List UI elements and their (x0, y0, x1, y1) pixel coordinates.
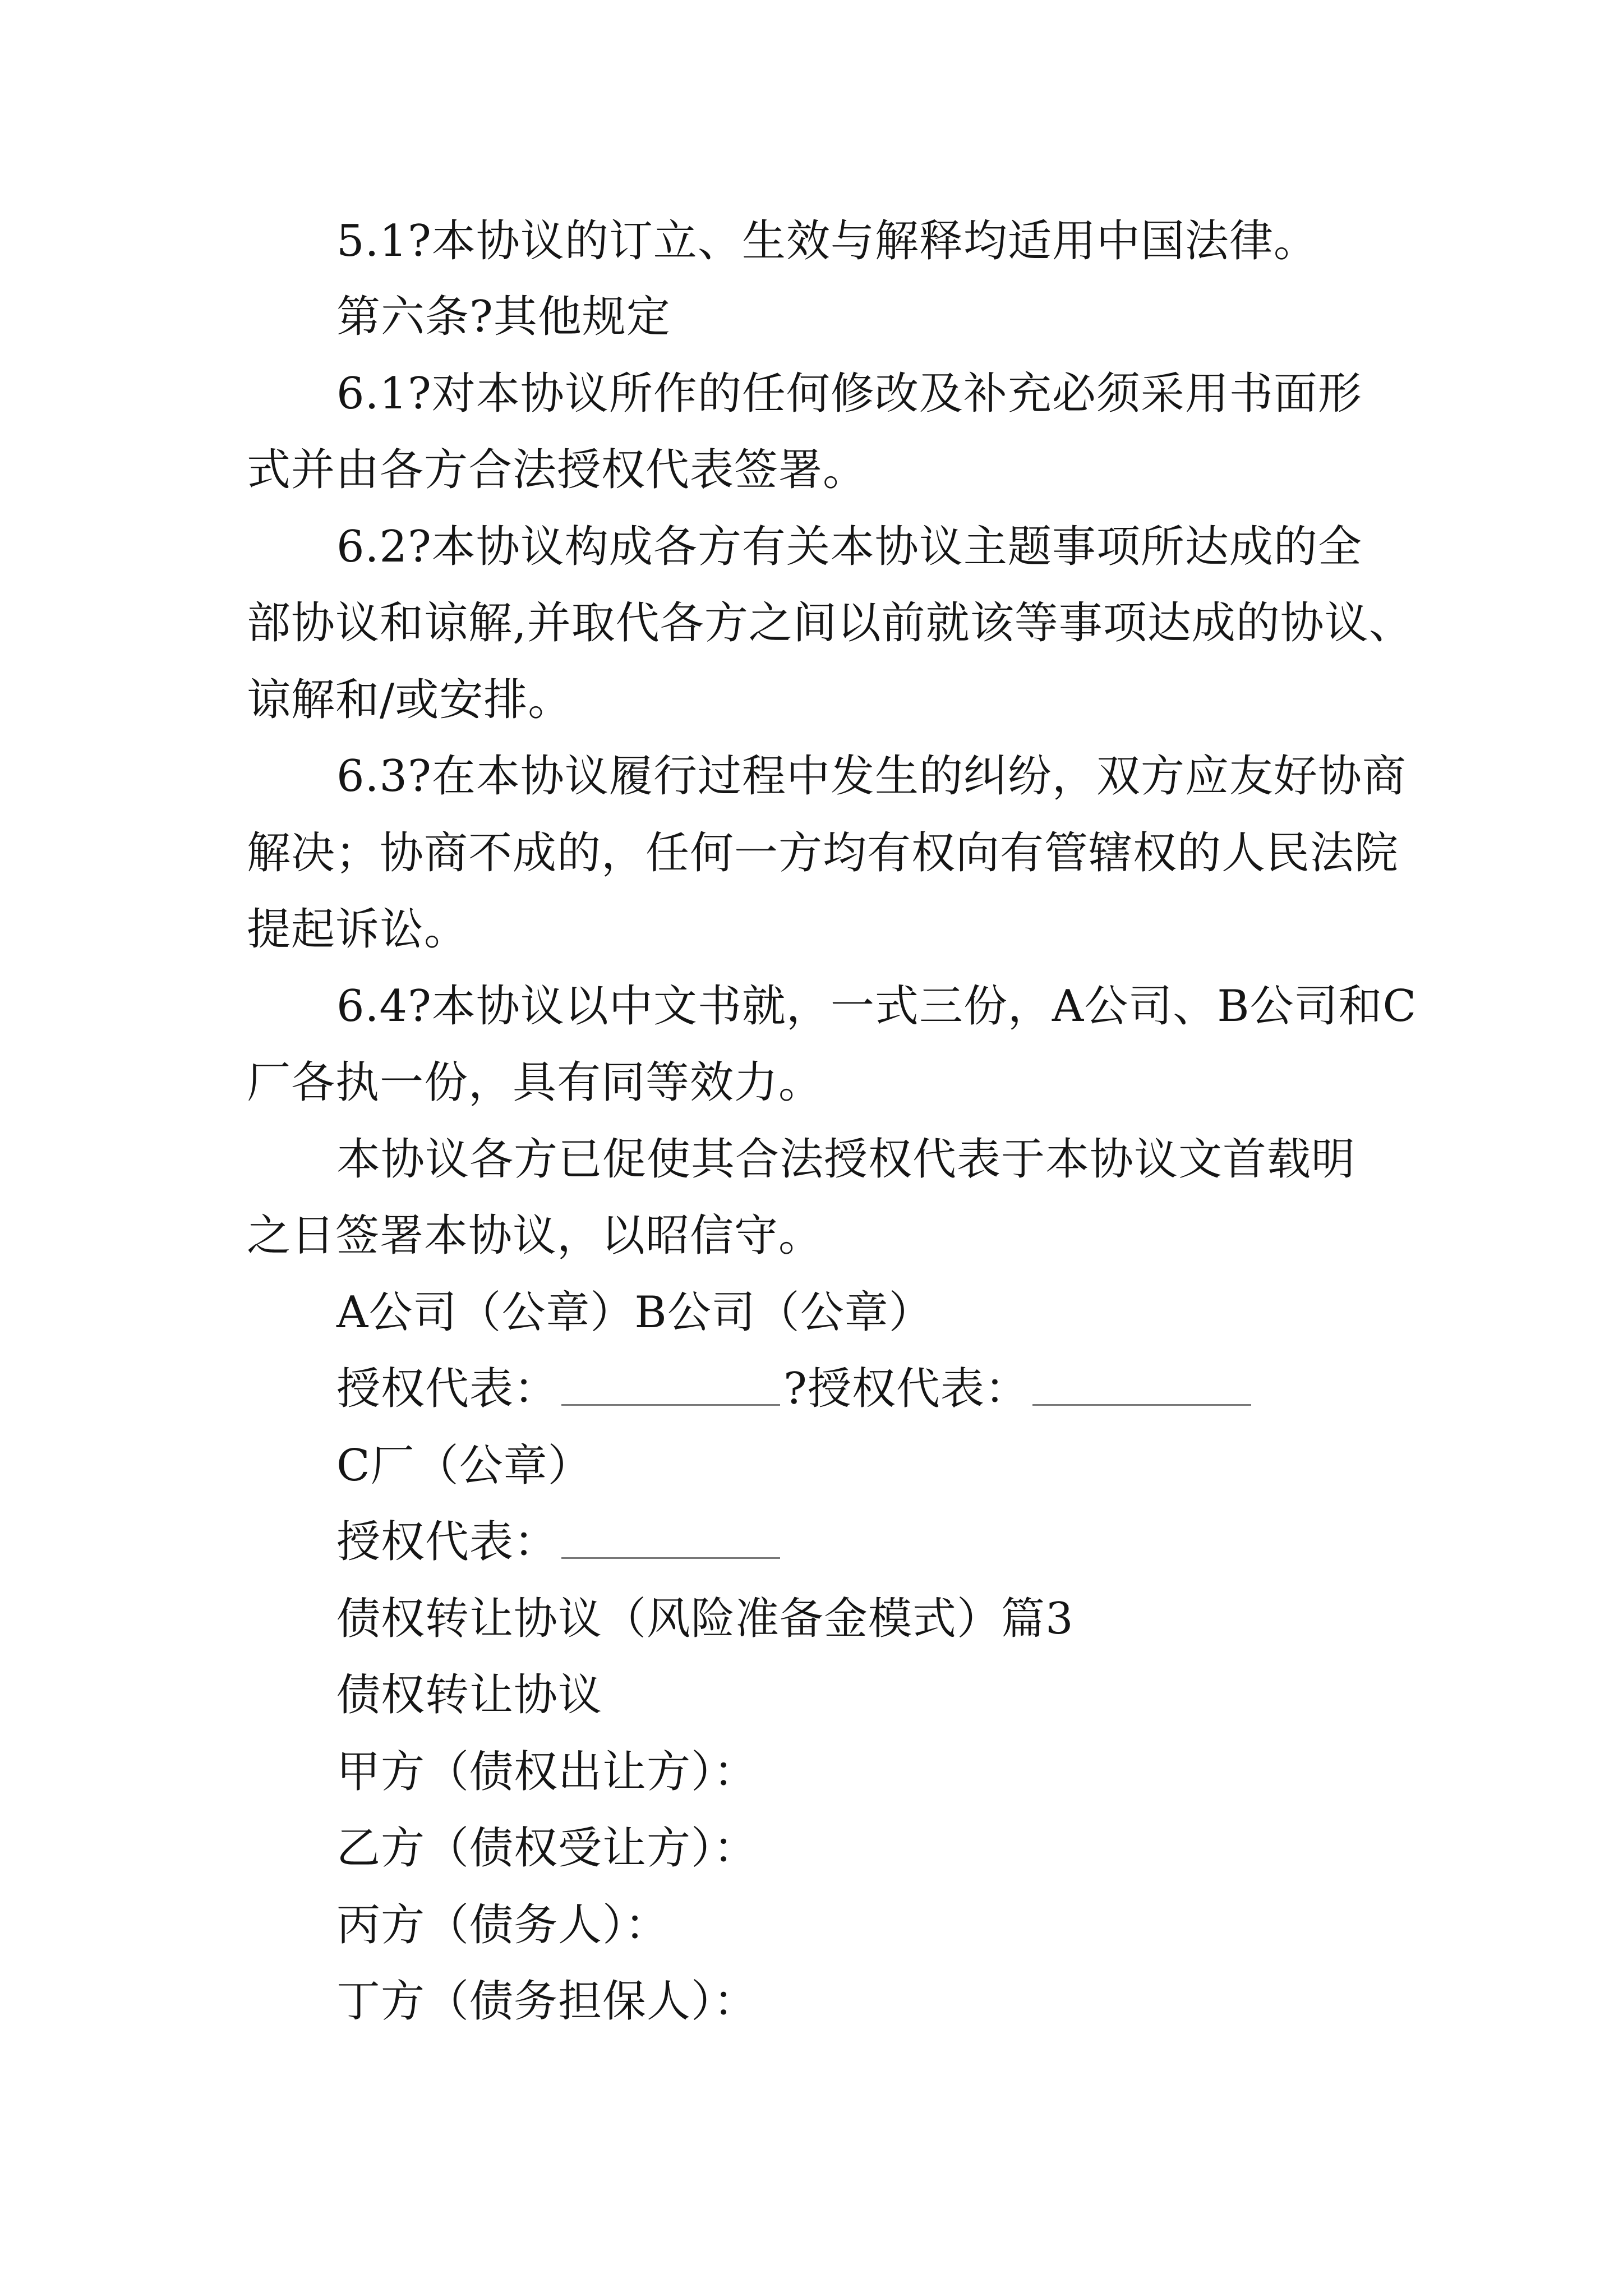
seal-line-c: C厂（公章） (336, 1441, 592, 1491)
agreement-title: 债权转让协议 (336, 1670, 603, 1720)
clause-5-1: 5.1?本协议的订立、生效与解释均适用中国法律。 (336, 216, 1318, 266)
closing-line-1: 本协议各方已促使其合法授权代表于本协议文首载明 (336, 1134, 1356, 1185)
clause-6-4-line-1: 6.4?本协议以中文书就，一式三份，A公司、B公司和C (336, 981, 1417, 1032)
clause-6-1-line-1: 6.1?对本协议所作的任何修改及补充必须采用书面形 (336, 369, 1362, 419)
clause-6-2-line-3: 谅解和/或安排。 (247, 675, 573, 725)
signature-line-ab (0, 1361, 1623, 1417)
separator: ? (783, 1364, 808, 1414)
signature-label: 授权代表： (336, 1517, 559, 1567)
signature-line-c (0, 1514, 1623, 1570)
clause-6-3-line-1: 6.3?在本协议履行过程中发生的纠纷，双方应友好协商 (336, 751, 1407, 802)
party-a: 甲方（债权出让方）： (336, 1747, 758, 1797)
section-heading: 债权转让协议（风险准备金模式）篇3 (336, 1594, 1074, 1644)
clause-6-2-line-1: 6.2?本协议构成各方有关本协议主题事项所达成的全 (336, 522, 1362, 572)
party-b: 乙方（债权受让方）： (336, 1823, 758, 1874)
signature-blank (561, 1402, 780, 1406)
signature-label: 授权代表： (807, 1364, 1029, 1414)
party-c: 丙方（债务人）： (336, 1900, 670, 1950)
clause-6-3-line-3: 提起诉讼。 (247, 904, 469, 955)
clause-6-3-line-2: 解决；协商不成的，任何一方均有权向有管辖权的人民法院 (247, 828, 1399, 878)
clause-6-2-line-2: 部协议和谅解,并取代各方之间以前就该等事项达成的协议、 (247, 598, 1413, 648)
signature-blank (561, 1555, 780, 1559)
closing-line-2: 之日签署本协议，以昭信守。 (247, 1211, 823, 1261)
signature-blank (1032, 1402, 1251, 1406)
party-d: 丁方（债务担保人）： (336, 1976, 758, 2027)
article-6-heading: 第六条?其他规定 (336, 292, 671, 342)
seal-line-ab: A公司（公章）B公司（公章） (336, 1287, 933, 1338)
clause-6-4-line-2: 厂各执一份，具有同等效力。 (247, 1057, 823, 1108)
signature-label: 授权代表： (336, 1364, 559, 1414)
clause-6-1-line-2: 式并由各方合法授权代表签署。 (247, 445, 868, 495)
